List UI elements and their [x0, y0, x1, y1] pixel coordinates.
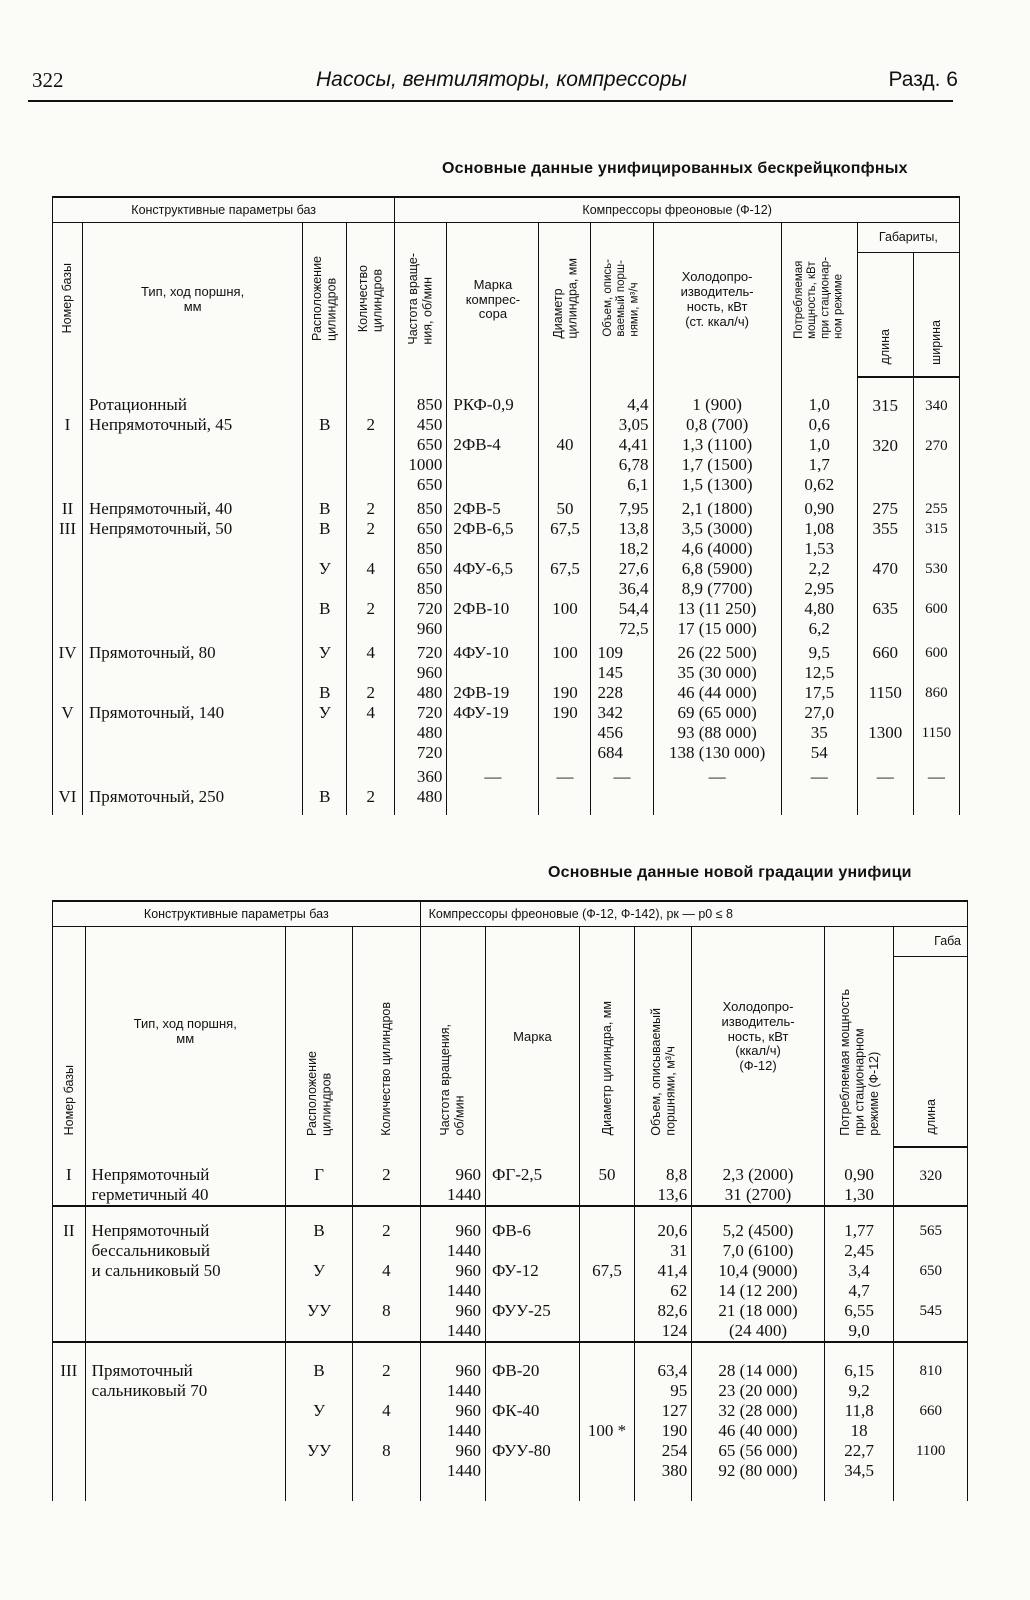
cell-arrangement: В	[303, 763, 347, 815]
table2-header-diameter: Диаметр цилиндра, мм	[599, 1001, 614, 1136]
table2-header-arrangement: Расположение цилиндров	[304, 1050, 333, 1136]
table1-header-count: Количество цилиндров	[356, 264, 385, 332]
cell-power: —	[781, 763, 857, 815]
table2-group-compressors: Компрессоры фреоновые (Ф-12, Ф-142), pк — p0 ≤ 8	[420, 901, 967, 927]
table2-header-rpm: Частота вращения, об/мин	[438, 1024, 467, 1136]
page-header	[28, 68, 968, 102]
table1-header-diameter: Диаметр цилиндра, мм	[550, 257, 579, 339]
table1-group-compressors: Компрессоры фреоновые (Ф-12)	[395, 197, 960, 223]
cell-power: 0,90 1,30	[824, 1147, 893, 1206]
table2-row	[53, 1147, 968, 1206]
table2-header-base: Номер базы	[61, 1065, 76, 1136]
cell-capacity: 28 (14 000) 23 (20 000) 32 (28 000) 46 (40 000) 65 (56 000) 92 (80 000)	[692, 1342, 825, 1501]
table1-group-dims: Габариты,	[857, 223, 959, 253]
table2-row	[53, 1206, 968, 1342]
cell-count: 4 2 4	[347, 639, 395, 763]
cell-base: I	[53, 1147, 86, 1206]
cell-diameter: 40	[539, 377, 591, 495]
cell-brand: 2ФВ-5 2ФВ-6,5 4ФУ-6,5 2ФВ-10	[447, 495, 539, 639]
cell-brand: ФВ-20 ФК-40 ФУУ-80	[485, 1342, 579, 1501]
cell-diameter: 50	[579, 1147, 634, 1206]
table2-group-dims: Габа	[894, 927, 968, 957]
table1-group-construct: Конструктивные параметры баз	[53, 197, 395, 223]
cell-diameter: 100 190 190	[539, 639, 591, 763]
table1-row	[53, 495, 960, 639]
cell-rpm: 850 650 850 650 850 720 960	[395, 495, 447, 639]
cell-rpm: 720 960 480 720 480 720	[395, 639, 447, 763]
cell-brand: РКФ-0,9 2ФВ-4	[447, 377, 539, 495]
table2	[52, 900, 968, 1501]
table1-header-arrangement: Расположение цилиндров	[310, 255, 339, 341]
cell-power: 1,77 2,45 3,4 4,7 6,55 9,0	[824, 1206, 893, 1342]
table2-row	[53, 1342, 968, 1501]
cell-rpm: 960 1440	[420, 1147, 485, 1206]
cell-volume: 7,95 13,8 18,2 27,6 36,4 54,4 72,5	[591, 495, 653, 639]
cell-base: III	[53, 1342, 86, 1501]
cell-volume: 4,4 3,05 4,41 6,78 6,1	[591, 377, 653, 495]
cell-capacity: 5,2 (4500) 7,0 (6100) 10,4 (9000) 14 (12 200) 21 (18 000) (24 400)	[692, 1206, 825, 1342]
table2-header-type: Тип, ход поршня, мм	[85, 927, 285, 1148]
cell-arrangement: В В У В	[303, 495, 347, 639]
table1-header-brand: Марка компрес- сора	[447, 223, 539, 378]
cell-diameter: —	[539, 763, 591, 815]
cell-length: 565 650 545	[894, 1206, 968, 1342]
cell-rpm: 960 1440 960 1440 960 1440	[420, 1206, 485, 1342]
cell-volume: 8,8 13,6	[635, 1147, 692, 1206]
table1-header-capacity: Холодопро- изводитель- ность, кВт (ст. ккал/ч)	[653, 223, 781, 378]
cell-arrangement: В У УУ	[285, 1342, 352, 1501]
cell-type: Ротационный Непрямоточный, 45	[83, 377, 303, 495]
table1-header-type: Тип, ход поршня, мм	[83, 223, 303, 378]
cell-arrangement: В У УУ	[285, 1206, 352, 1342]
cell-power: 9,5 12,5 17,5 27,0 35 54	[781, 639, 857, 763]
cell-volume: 20,6 31 41,4 62 82,6 124	[635, 1206, 692, 1342]
cell-rpm: 960 1440 960 1440 960 1440	[420, 1342, 485, 1501]
cell-width: 255 315 530 600	[913, 495, 959, 639]
cell-count: 2	[353, 1147, 420, 1206]
cell-length: 320	[894, 1147, 968, 1206]
cell-diameter: 50 67,5 67,5 100	[539, 495, 591, 639]
cell-volume: —	[591, 763, 653, 815]
cell-diameter: 67,5	[579, 1206, 634, 1342]
cell-type: Прямоточный, 80 Прямоточный, 140	[83, 639, 303, 763]
cell-rpm: 850 450 650 1000 650	[395, 377, 447, 495]
cell-arrangement: В	[303, 377, 347, 495]
cell-base: II	[53, 1206, 86, 1342]
cell-type: Прямоточный, 250	[83, 763, 303, 815]
cell-count: 2 4 8	[353, 1342, 420, 1501]
table2-header-length: длина	[923, 1099, 938, 1135]
table1-header-rpm: Частота враще- ния, об/мин	[406, 252, 435, 345]
table2-header-power: Потребляемая мощность при стационарном режиме (Ф-12)	[837, 988, 881, 1136]
cell-brand: ФВ-6 ФУ-12 ФУУ-25	[485, 1206, 579, 1342]
table1-header-width: ширина	[929, 319, 944, 365]
cell-count: 2	[347, 763, 395, 815]
cell-length: 810 660 1100	[894, 1342, 968, 1501]
table1-row	[53, 763, 960, 815]
cell-capacity: 2,3 (2000) 31 (2700)	[692, 1147, 825, 1206]
cell-capacity: 2,1 (1800) 3,5 (3000) 4,6 (4000) 6,8 (5900) 8,9 (7700) 13 (11 250) 17 (15 000)	[653, 495, 781, 639]
running-title: Насосы, вентиляторы, компрессоры	[316, 68, 687, 91]
cell-capacity: 26 (22 500) 35 (30 000) 46 (44 000) 69 (65 000) 93 (88 000) 138 (130 000)	[653, 639, 781, 763]
table1-header-length: длина	[878, 329, 893, 365]
cell-length: 660 1150 1300	[857, 639, 913, 763]
table1-caption: Основные данные унифицированных бескрейцкопфных	[442, 160, 908, 177]
cell-type: Непрямоточный, 40 Непрямоточный, 50	[83, 495, 303, 639]
cell-base: I	[53, 377, 83, 495]
cell-arrangement: У В У	[303, 639, 347, 763]
cell-brand: —	[447, 763, 539, 815]
table2-header-volume: Объем, описываемый поршнями, м³/ч	[648, 1007, 678, 1136]
table1-header-power: Потребляемая мощность, кВт при стационар- ном режиме	[792, 257, 845, 340]
cell-base: VI	[53, 763, 83, 815]
table1-row	[53, 377, 960, 495]
cell-width: —	[913, 763, 959, 815]
table1	[52, 196, 960, 815]
cell-brand: ФГ-2,5	[485, 1147, 579, 1206]
table2-group-construct: Конструктивные параметры баз	[53, 901, 421, 927]
table2-header-capacity: Холодопро- изводитель- ность, кВт (ккал/ч) (Ф-12)	[692, 927, 825, 1148]
cell-length: 315 320	[857, 377, 913, 495]
cell-width: 340 270	[913, 377, 959, 495]
cell-base: II III	[53, 495, 83, 639]
page-number: 322	[32, 68, 64, 92]
cell-length: 275 355 470 635	[857, 495, 913, 639]
cell-volume: 109 145 228 342 456 684	[591, 639, 653, 763]
cell-brand: 4ФУ-10 2ФВ-19 4ФУ-19	[447, 639, 539, 763]
table2-header-count: Количество цилиндров	[379, 1001, 394, 1136]
cell-type: Прямоточный сальниковый 70	[85, 1342, 285, 1501]
section-label: Разд. 6	[888, 68, 958, 91]
table1-row	[53, 639, 960, 763]
table1-header-volume: Объем, опись- ваемый порш- нями, м³/ч	[602, 259, 641, 338]
cell-arrangement: Г	[285, 1147, 352, 1206]
cell-type: Непрямоточный герметичный 40	[85, 1147, 285, 1206]
cell-power: 6,15 9,2 11,8 18 22,7 34,5	[824, 1342, 893, 1501]
cell-power: 1,0 0,6 1,0 1,7 0,62	[781, 377, 857, 495]
cell-length: —	[857, 763, 913, 815]
cell-type: Непрямоточный бессальниковый и сальниковый 50	[85, 1206, 285, 1342]
cell-base: IV V	[53, 639, 83, 763]
cell-rpm: 360 480	[395, 763, 447, 815]
cell-volume: 63,4 95 127 190 254 380	[635, 1342, 692, 1501]
cell-diameter: 100 *	[579, 1342, 634, 1501]
header-rule	[28, 100, 953, 102]
cell-count: 2 4 8	[353, 1206, 420, 1342]
table2-caption: Основные данные новой градации унифици	[548, 864, 912, 881]
cell-capacity: 1 (900) 0,8 (700) 1,3 (1100) 1,7 (1500) 1,5 (1300)	[653, 377, 781, 495]
cell-count: 2 2 4 2	[347, 495, 395, 639]
cell-width: 600 860 1150	[913, 639, 959, 763]
cell-count: 2	[347, 377, 395, 495]
table2-header-brand: Марка	[485, 927, 579, 1148]
cell-capacity: —	[653, 763, 781, 815]
table1-header-base: Номер базы	[60, 263, 75, 334]
cell-power: 0,90 1,08 1,53 2,2 2,95 4,80 6,2	[781, 495, 857, 639]
